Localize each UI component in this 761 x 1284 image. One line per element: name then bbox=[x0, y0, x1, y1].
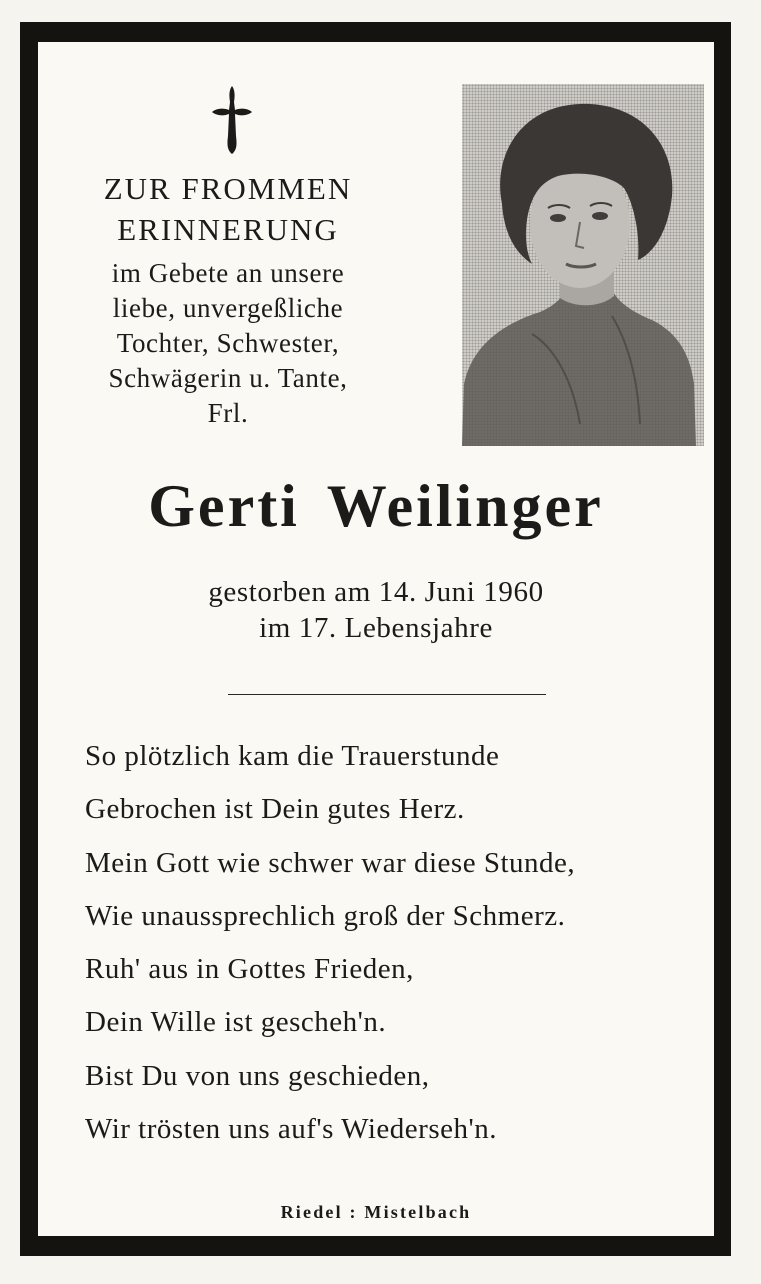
dedication-line: liebe, unvergeßliche bbox=[112, 293, 344, 323]
poem-line: Wir trösten uns auf's Wiederseh'n. bbox=[85, 1113, 497, 1146]
deceased-name: Gerti Weilinger bbox=[148, 473, 604, 539]
poem-line: Bist Du von uns geschieden, bbox=[85, 1059, 430, 1092]
poem bbox=[85, 730, 705, 1156]
memorial-card bbox=[20, 22, 731, 1256]
poem-line: Mein Gott wie schwer war diese Stunde, bbox=[85, 846, 576, 879]
dedication-line: Frl. bbox=[207, 398, 249, 428]
printer-credit: Riedel : Mistelbach bbox=[280, 1202, 472, 1222]
dedication-line: Schwägerin u. Tante, bbox=[108, 363, 348, 393]
death-date: gestorben am 14. Juni 1960 bbox=[208, 576, 544, 608]
age-at-death: im 17. Lebensjahre bbox=[259, 612, 493, 644]
cross-icon bbox=[209, 84, 255, 156]
dedication-line: im Gebete an unsere bbox=[111, 258, 345, 288]
portrait-photo bbox=[462, 84, 704, 446]
death-info bbox=[38, 574, 714, 646]
poem-line: Wie unaussprechlich groß der Schmerz. bbox=[85, 899, 566, 932]
divider-line bbox=[228, 694, 546, 695]
header-block bbox=[60, 168, 396, 431]
heading-line-2: ERINNERUNG bbox=[117, 212, 339, 247]
dedication-text bbox=[60, 256, 396, 431]
dedication-line: Tochter, Schwester, bbox=[116, 328, 340, 358]
poem-line: Gebrochen ist Dein gutes Herz. bbox=[85, 793, 465, 826]
poem-line: Ruh' aus in Gottes Frieden, bbox=[85, 953, 414, 986]
poem-line: So plötzlich kam die Trauerstunde bbox=[85, 740, 500, 772]
heading-line-1: ZUR FROMMEN bbox=[103, 171, 353, 206]
poem-line: Dein Wille ist gescheh'n. bbox=[85, 1006, 387, 1039]
